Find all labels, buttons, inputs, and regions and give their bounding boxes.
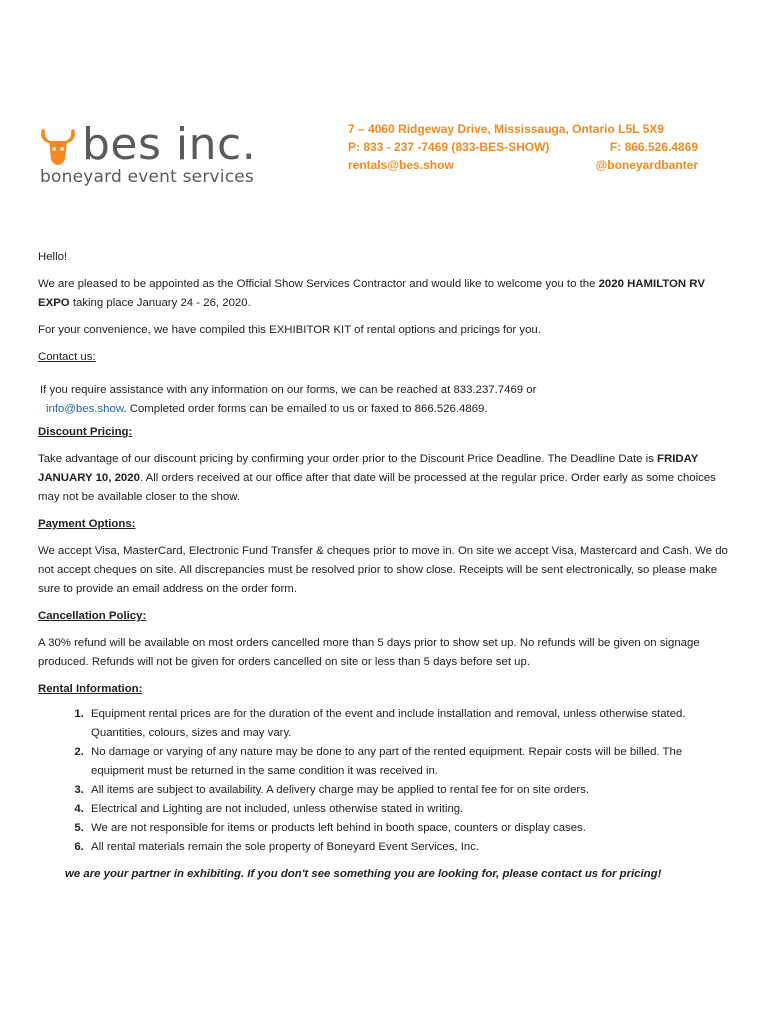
deadline-date: FRIDAY JANUARY 10, 2020: [38, 453, 699, 484]
list-item: 3. All items are subject to availability. A delivery charge may be applied to rental fee for on site orders.: [87, 781, 728, 800]
contact-heading: Contact us:: [38, 351, 96, 363]
company-logo: [38, 119, 268, 193]
closing-line: we are your partner in exhibiting. If you don't see something you are looking for, please contact us for pricing!: [65, 868, 662, 880]
email-link[interactable]: rentals@bes.show: [348, 158, 454, 172]
contact-paragraph: If you require assistance with any information on our forms, we can be reached at 833.237.7469 or info@bes.show. Completed order forms can be emailed to us or faxed to 866.526.4869.: [40, 384, 537, 415]
list-item: 5. We are not responsible for items or products left behind in booth space, counters or display cases.: [87, 819, 728, 838]
payment-paragraph: We accept Visa, MasterCard, Electronic Fund Transfer & cheques prior to move in. On site we accept Visa, Mastercard and Cash. We do not accept cheques on site. All discrepancies must be resolved prior to show close. Receipts will be sent electronically, so please make sure to provide an email address on the order form.: [38, 545, 728, 595]
phone: P: 833 - 237 -7469 (833-BES-SHOW): [348, 140, 550, 154]
info-email-link[interactable]: info@bes.show: [46, 403, 124, 415]
social-handle: @boneyardbanter: [595, 158, 698, 172]
intro-paragraph: We are pleased to be appointed as the Official Show Services Contractor and would like to welcome you to the 2020 HAMILTON RV EXPO taking place January 24 - 26, 2020.: [38, 278, 705, 309]
cancellation-paragraph: A 30% refund will be available on most orders cancelled more than 5 days prior to show set up. No refunds will be given on signage produced. Refunds will not be given for orders cancelled on site or less than 5 days before set up.: [38, 637, 700, 668]
list-item: 4. Electrical and Lighting are not included, unless otherwise stated in writing.: [87, 800, 728, 819]
list-item: 2. No damage or varying of any nature may be done to any part of the rented equipment. Repair costs will be billed. The equipment must be returned in the same condition it was received in.: [87, 743, 728, 781]
logo-subtitle: boneyard event services: [40, 167, 254, 187]
rental-heading: Rental Information:: [38, 683, 143, 695]
event-name: 2020 HAMILTON RV EXPO: [38, 278, 705, 309]
rental-list: [38, 705, 728, 857]
discount-heading: Discount Pricing:: [38, 426, 133, 438]
fax: F: 866.526.4869: [609, 140, 698, 154]
contact-block: [348, 120, 698, 174]
convenience-paragraph: For your convenience, we have compiled this EXHIBITOR KIT of rental options and pricings for you.: [38, 324, 541, 336]
greeting: Hello!: [38, 251, 68, 263]
cancellation-heading: Cancellation Policy:: [38, 610, 147, 622]
list-item: 6. All rental materials remain the sole property of Boneyard Event Services, Inc.: [87, 838, 728, 857]
logo-brand-text: bes inc.: [82, 119, 257, 170]
bull-head-icon: [38, 127, 78, 171]
payment-heading: Payment Options:: [38, 518, 136, 530]
letter-body: [38, 248, 728, 884]
list-item: 1. Equipment rental prices are for the duration of the event and include installation and removal, unless otherwise stated. Quantities, colours, sizes and may vary.: [87, 705, 728, 743]
discount-paragraph: Take advantage of our discount pricing by confirming your order prior to the Discount Price Deadline. The Deadline Date is FRIDAY JANUARY 10, 2020. All orders received at our office after that date will be processed at the regular price. Order early as some choices may not be available closer to the show.: [38, 453, 716, 503]
address: 7 – 4060 Ridgeway Drive, Mississauga, Ontario L5L 5X9: [348, 122, 664, 136]
